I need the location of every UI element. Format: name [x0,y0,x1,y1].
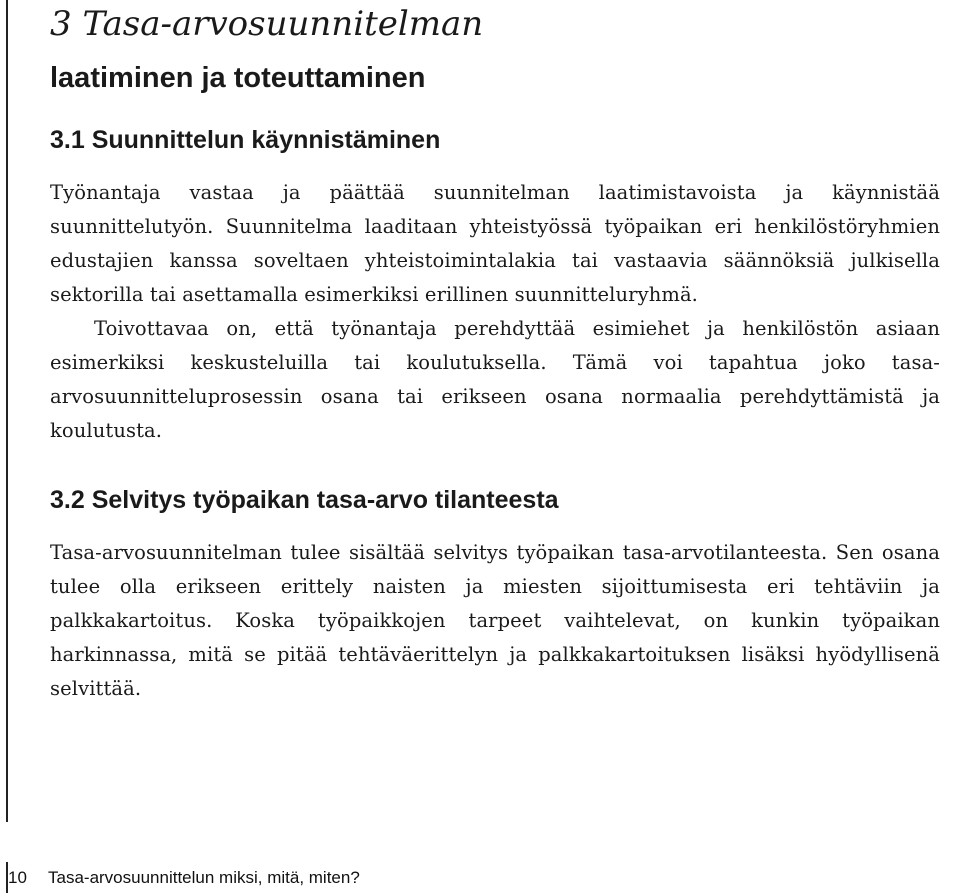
chapter-subtitle: laatiminen ja toteuttaminen [50,62,426,94]
section-heading-3-1: 3.1 Suunnittelun käynnistäminen [50,126,441,154]
paragraph: Tasa-arvosuunnitelman tulee sisältää selvitys työpaikan tasa-arvotilanteesta. Sen osana tulee olla erikseen erittely naisten ja miesten sijoittumisesta eri tehtäviin ja palkkakartoitus. Koska työpaikkojen tarpeet vaihtelevat, on kunkin työpaikan harkinnassa, mitä se pitää tehtäväerittelyn ja palkkakartoituksen lisäksi hyödyllisenä selvittää. [50,541,940,700]
page-footer [8,868,360,888]
section-heading-3-2: 3.2 Selvitys työpaikan tasa-arvo tilanteesta [50,486,559,514]
paragraph: Työnantaja vastaa ja päättää suunnitelman laatimistavoista ja käynnistää suunnittelutyön. Suunnitelma laaditaan yhteistyössä työpaikan eri henkilöstöryhmien edustajien kanssa soveltaen yhteistoimintalakia tai vastaavia säännöksiä julkisella sektorilla tai asettamalla esimerkiksi erillinen suunnitteluryhmä. [50,181,940,306]
page-number: 10 [8,868,27,887]
paragraph: Toivottavaa on, että työnantaja perehdyttää esimiehet ja henkilöstön asiaan esimerkiksi keskusteluilla tai koulutuksella. Tämä voi tapahtua joko tasa-arvosuunnitteluprosessin osana tai erikseen osana normaalia perehdyttämistä ja koulutusta. [50,317,940,442]
margin-rule [6,0,8,822]
chapter-title: 3 Tasa-arvosuunnitelman [50,4,484,44]
running-title: Tasa-arvosuunnittelun miksi, mitä, miten? [48,868,360,887]
page-content [50,0,940,706]
